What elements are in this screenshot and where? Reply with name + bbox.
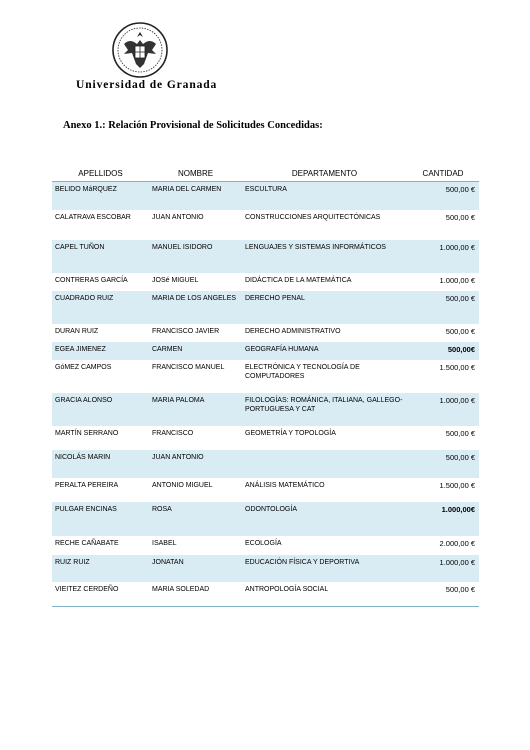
- cell-nombre: CARMEN: [149, 342, 242, 360]
- cell-cantidad: 1.000,00 €: [407, 240, 479, 273]
- cell-nombre: ANTONIO MIGUEL: [152, 481, 213, 489]
- cell-apellidos: EGEA JIMENEZ: [52, 342, 149, 360]
- table-row: [52, 273, 479, 291]
- cell-apellidos: NICOLÁS MARIN: [52, 450, 149, 478]
- cell-apellidos: MARTÍN SERRANO: [55, 429, 119, 437]
- cell-departamento: GEOGRAFÍA HUMANA: [242, 342, 407, 360]
- column-header-apellidos: APELLIDOS: [52, 165, 149, 182]
- cell-departamento: ANTROPOLOGÍA SOCIAL: [242, 582, 407, 607]
- annex-title: Anexo 1.: Relación Provisional de Solicitudes Concedidas:: [63, 120, 323, 131]
- cell-apellidos: PULGAR ENCINAS: [52, 502, 149, 536]
- column-header-nombre: NOMBRE: [149, 165, 242, 182]
- cell-cantidad: 1.000,00 €: [407, 555, 479, 582]
- cell-departamento: DERECHO ADMINISTRATIVO: [245, 327, 341, 335]
- cell-departamento: EDUCACIÓN FÍSICA Y DEPORTIVA: [242, 555, 407, 582]
- cell-departamento: LENGUAJES Y SISTEMAS INFORMÁTICOS: [242, 240, 407, 273]
- cell-nombre: ISABEL: [152, 539, 177, 547]
- cell-departamento: ECOLOGÍA: [245, 539, 282, 547]
- cell-nombre: JOSé MIGUEL: [152, 276, 199, 284]
- cell-nombre: FRANCISCO JAVIER: [152, 327, 220, 335]
- table-row: [52, 360, 479, 393]
- cell-departamento: GEOMETRÍA Y TOPOLOGÍA: [245, 429, 336, 437]
- cell-departamento: [242, 450, 407, 478]
- cell-cantidad: 1.000,00 €: [407, 393, 479, 426]
- university-name: Universidad de Granada: [76, 79, 218, 91]
- cell-nombre: JUAN ANTONIO: [149, 450, 242, 478]
- table-row: [52, 478, 479, 502]
- cell-cantidad: 500,00 €: [445, 326, 475, 336]
- cell-apellidos: RECHE CAÑABATE: [55, 539, 119, 547]
- table-row: [52, 182, 479, 210]
- cell-apellidos: BELIDO MáRQUEZ: [52, 182, 149, 210]
- cell-nombre: MARIA DE LOS ANGELES: [149, 291, 242, 324]
- cell-cantidad: 500,00 €: [407, 182, 479, 210]
- cell-cantidad: 1.500,00 €: [439, 362, 475, 372]
- table-row: [52, 426, 479, 450]
- cell-apellidos: CAPEL TUÑON: [52, 240, 149, 273]
- cell-cantidad: 500,00 €: [445, 212, 475, 222]
- table-row: [52, 324, 479, 342]
- cell-nombre: MARIA PALOMA: [149, 393, 242, 426]
- cell-cantidad: 500,00 €: [407, 582, 479, 607]
- table-row: [52, 502, 479, 536]
- cell-departamento: FILOLOGÍAS: ROMÁNICA, ITALIANA, GALLEGO-PORTUGUESA Y CAT: [242, 393, 407, 426]
- table-row: [52, 210, 479, 240]
- cell-apellidos: RUIZ RUIZ: [52, 555, 149, 582]
- cell-nombre: MARIA DEL CARMEN: [149, 182, 242, 210]
- cell-cantidad: 1.000,00€: [407, 502, 479, 536]
- table-row: [52, 240, 479, 273]
- column-header-departamento: DEPARTAMENTO: [242, 165, 407, 182]
- cell-departamento: ANÁLISIS MATEMÁTICO: [245, 481, 325, 489]
- cell-apellidos: CALATRAVA ESCOBAR: [55, 213, 131, 221]
- cell-apellidos: VIEITEZ CERDEÑO: [52, 582, 149, 607]
- cell-cantidad: 500,00 €: [407, 291, 479, 324]
- table-row: [52, 555, 479, 582]
- table-row: [52, 536, 479, 555]
- cell-nombre: MANUEL ISIDORO: [149, 240, 242, 273]
- cell-departamento: DERECHO PENAL: [242, 291, 407, 324]
- cell-apellidos: PERALTA PEREIRA: [55, 481, 119, 489]
- cell-apellidos: GóMEZ CAMPOS: [55, 363, 112, 371]
- cell-cantidad: 1.000,00 €: [439, 275, 475, 285]
- cell-departamento: ELECTRÓNICA Y TECNOLOGÍA DE COMPUTADORES: [245, 363, 360, 380]
- cell-nombre: FRANCISCO: [152, 429, 194, 437]
- table-row: [52, 291, 479, 324]
- table-row: [52, 393, 479, 426]
- cell-nombre: MARIA SOLEDAD: [149, 582, 242, 607]
- cell-nombre: FRANCISCO MANUEL: [152, 363, 225, 371]
- grants-table: [52, 165, 479, 607]
- cell-departamento: CONSTRUCCIONES ARQUITECTÓNICAS: [245, 213, 381, 221]
- table-row: [52, 582, 479, 607]
- column-header-cantidad: CANTIDAD: [407, 165, 479, 182]
- cell-departamento: ESCULTURA: [242, 182, 407, 210]
- cell-cantidad: 1.500,00 €: [439, 480, 475, 490]
- cell-departamento: DIDÁCTICA DE LA MATEMÁTICA: [245, 276, 352, 284]
- cell-nombre: ROSA: [149, 502, 242, 536]
- cell-departamento: ODONTOLOGÍA: [242, 502, 407, 536]
- cell-cantidad: 500,00€: [407, 342, 479, 360]
- cell-apellidos: DURAN RUIZ: [55, 327, 99, 335]
- university-seal-icon: [110, 20, 170, 80]
- table-row: [52, 450, 479, 478]
- table-header-row: [52, 165, 479, 182]
- cell-apellidos: CUADRADO RUIZ: [52, 291, 149, 324]
- cell-cantidad: 500,00 €: [407, 450, 479, 478]
- cell-cantidad: 500,00 €: [445, 428, 475, 438]
- cell-nombre: JONATAN: [149, 555, 242, 582]
- cell-nombre: JUAN ANTONIO: [152, 213, 204, 221]
- cell-apellidos: GRACIA ALONSO: [52, 393, 149, 426]
- cell-apellidos: CONTRERAS GARCÍA: [55, 276, 128, 284]
- table-row: [52, 342, 479, 360]
- cell-cantidad: 2.000,00 €: [439, 538, 475, 548]
